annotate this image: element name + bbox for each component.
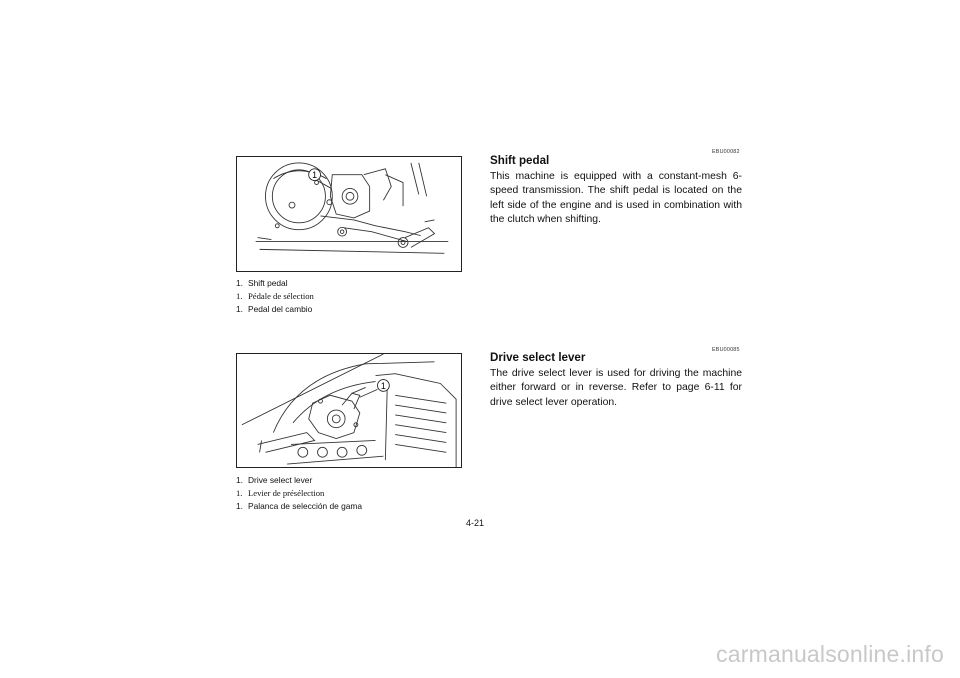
caption-french: 1. Pédale de sélection xyxy=(236,291,314,301)
caption-spanish: 1. Pedal del cambio xyxy=(236,304,313,314)
shift-pedal-drawing xyxy=(237,157,461,271)
callout-number: 1 xyxy=(312,170,318,181)
page-number: 4-21 xyxy=(466,518,485,528)
section-body-drive-select-lever: The drive select lever is used for driving the machine either forward or in reverse. Refer to page 6-11 for drive select lever operation. xyxy=(490,368,742,408)
caption-english: 1. Drive select lever xyxy=(236,475,313,485)
drive-select-lever-drawing xyxy=(237,354,461,467)
section-code: EBU00082 xyxy=(712,149,740,155)
caption-spanish: 1. Palanca de selección de gama xyxy=(236,501,363,511)
caption-english: 1. Shift pedal xyxy=(236,278,288,288)
section-heading-drive-select-lever: Drive select lever xyxy=(490,351,586,364)
section-heading-shift-pedal: Shift pedal xyxy=(490,154,550,167)
watermark: carmanualsonline.info xyxy=(716,641,944,667)
section-body-shift-pedal: This machine is equipped with a constant-mesh 6-speed transmission. The shift pedal is located on the left side of the engine and is used in combination with the clutch when shifting. xyxy=(490,171,742,226)
callout-number: 1 xyxy=(380,380,386,391)
drive-select-lever-illustration xyxy=(236,353,462,468)
section-code: EBU00085 xyxy=(712,347,740,353)
shift-pedal-caption xyxy=(236,277,476,316)
drive-select-lever-caption xyxy=(236,474,476,513)
caption-french: 1. Levier de présélection xyxy=(236,488,325,498)
shift-pedal-illustration xyxy=(236,156,462,272)
